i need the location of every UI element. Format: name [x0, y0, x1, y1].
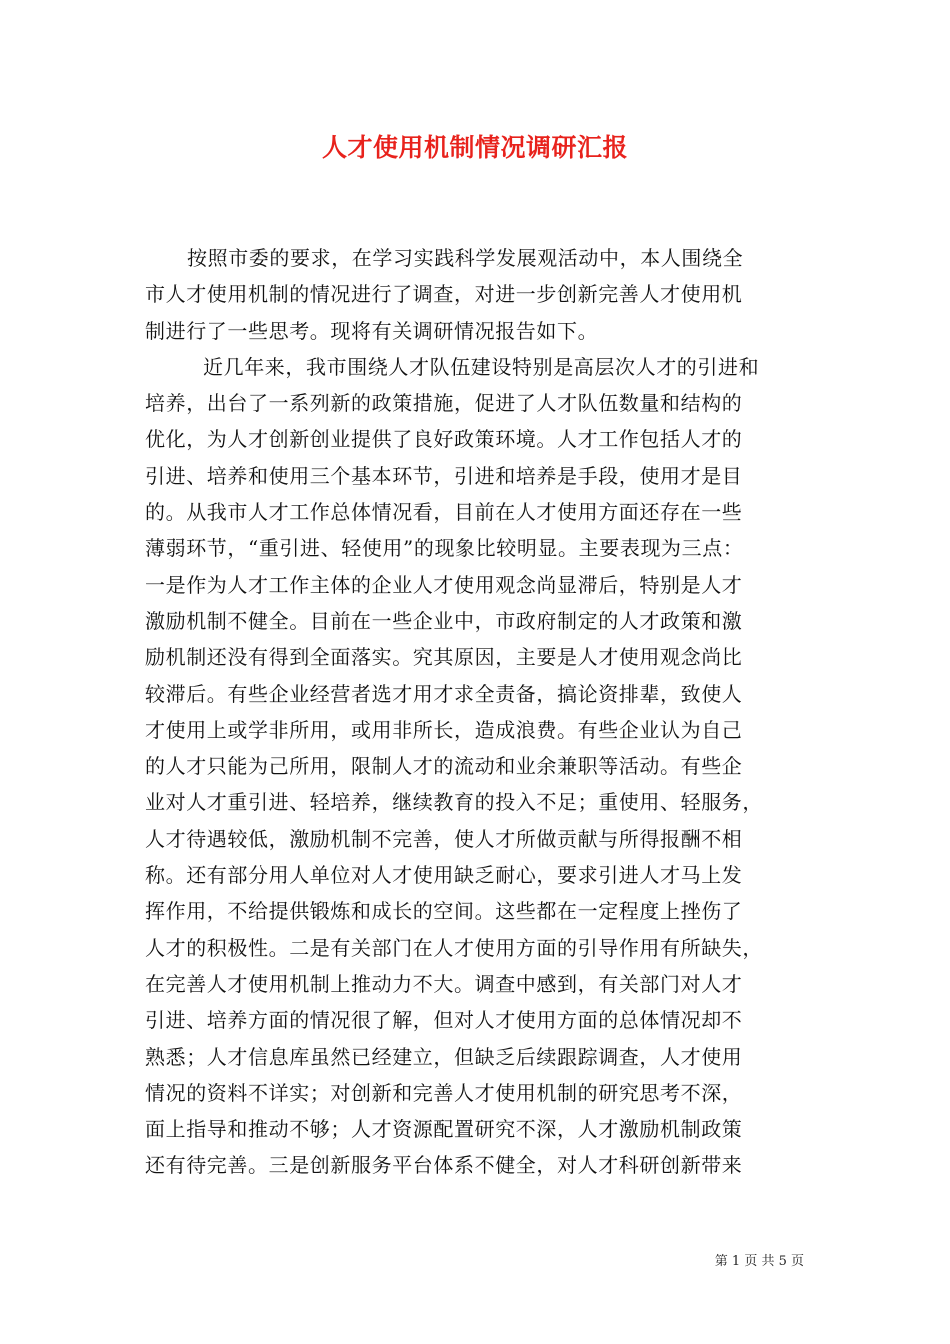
- body-line: 人才待遇较低，激励机制不完善，使人才所做贡献与所得报酬不相: [145, 826, 743, 851]
- page-number-footer: 第 1 页 共 5 页: [714, 1254, 804, 1269]
- body-line: 一是作为人才工作主体的企业人才使用观念尚显滞后，特别是人才: [145, 572, 743, 597]
- body-line: 业对人才重引进、轻培养，继续教育的投入不足；重使用、轻服务，: [145, 790, 763, 815]
- body-line: 情况的资料不详实；对创新和完善人才使用机制的研究思考不深，: [145, 1080, 743, 1105]
- body-line: 制进行了一些思考。现将有关调研情况报告如下。: [145, 318, 599, 343]
- body-line: 挥作用，不给提供锻炼和成长的空间。这些都在一定程度上挫伤了: [145, 899, 743, 924]
- document-title: 人才使用机制情况调研汇报: [321, 133, 628, 162]
- body-line: 的。从我市人才工作总体情况看，目前在人才使用方面还存在一些: [145, 500, 743, 525]
- body-line: 培养，出台了一系列新的政策措施，促进了人才队伍数量和结构的: [145, 391, 743, 416]
- body-line: 的人才只能为己所用，限制人才的流动和业余兼职等活动。有些企: [145, 754, 743, 779]
- body-line: 称。还有部分用人单位对人才使用缺乏耐心，要求引进人才马上发: [145, 863, 743, 888]
- body-line: 面上指导和推动不够；人才资源配置研究不深，人才激励机制政策: [145, 1117, 743, 1142]
- body-line: 在完善人才使用机制上推动力不大。调查中感到，有关部门对人才: [145, 971, 743, 996]
- body-line: 近几年来，我市围绕人才队伍建设特别是高层次人才的引进和: [203, 354, 760, 379]
- body-line: 才使用上或学非所用，或用非所长，造成浪费。有些企业认为自己: [145, 717, 743, 742]
- body-line: 还有待完善。三是创新服务平台体系不健全，对人才科研创新带来: [145, 1153, 743, 1178]
- body-line: 引进、培养方面的情况很了解，但对人才使用方面的总体情况却不: [145, 1008, 743, 1033]
- body-line: 励机制还没有得到全面落实。究其原因，主要是人才使用观念尚比: [145, 645, 743, 670]
- body-line: 按照市委的要求，在学习实践科学发展观活动中，本人围绕全: [187, 246, 744, 270]
- body-line: 较滞后。有些企业经营者选才用才求全责备，搞论资排辈，致使人: [145, 681, 743, 706]
- body-line: 薄弱环节，“重引进、轻使用”的现象比较明显。主要表现为三点：: [145, 536, 744, 561]
- body-line: 熟悉；人才信息库虽然已经建立，但缺乏后续跟踪调查，人才使用: [145, 1044, 743, 1069]
- body-line: 引进、培养和使用三个基本环节，引进和培养是手段，使用才是目: [145, 463, 743, 488]
- body-line: 人才的积极性。二是有关部门在人才使用方面的引导作用有所缺失，: [145, 935, 763, 960]
- body-line: 市人才使用机制的情况进行了调查，对进一步创新完善人才使用机: [145, 282, 743, 307]
- body-line: 优化，为人才创新创业提供了良好政策环境。人才工作包括人才的: [145, 427, 743, 452]
- document-body: [145, 240, 815, 1184]
- body-line: 激励机制不健全。目前在一些企业中，市政府制定的人才政策和激: [145, 608, 743, 633]
